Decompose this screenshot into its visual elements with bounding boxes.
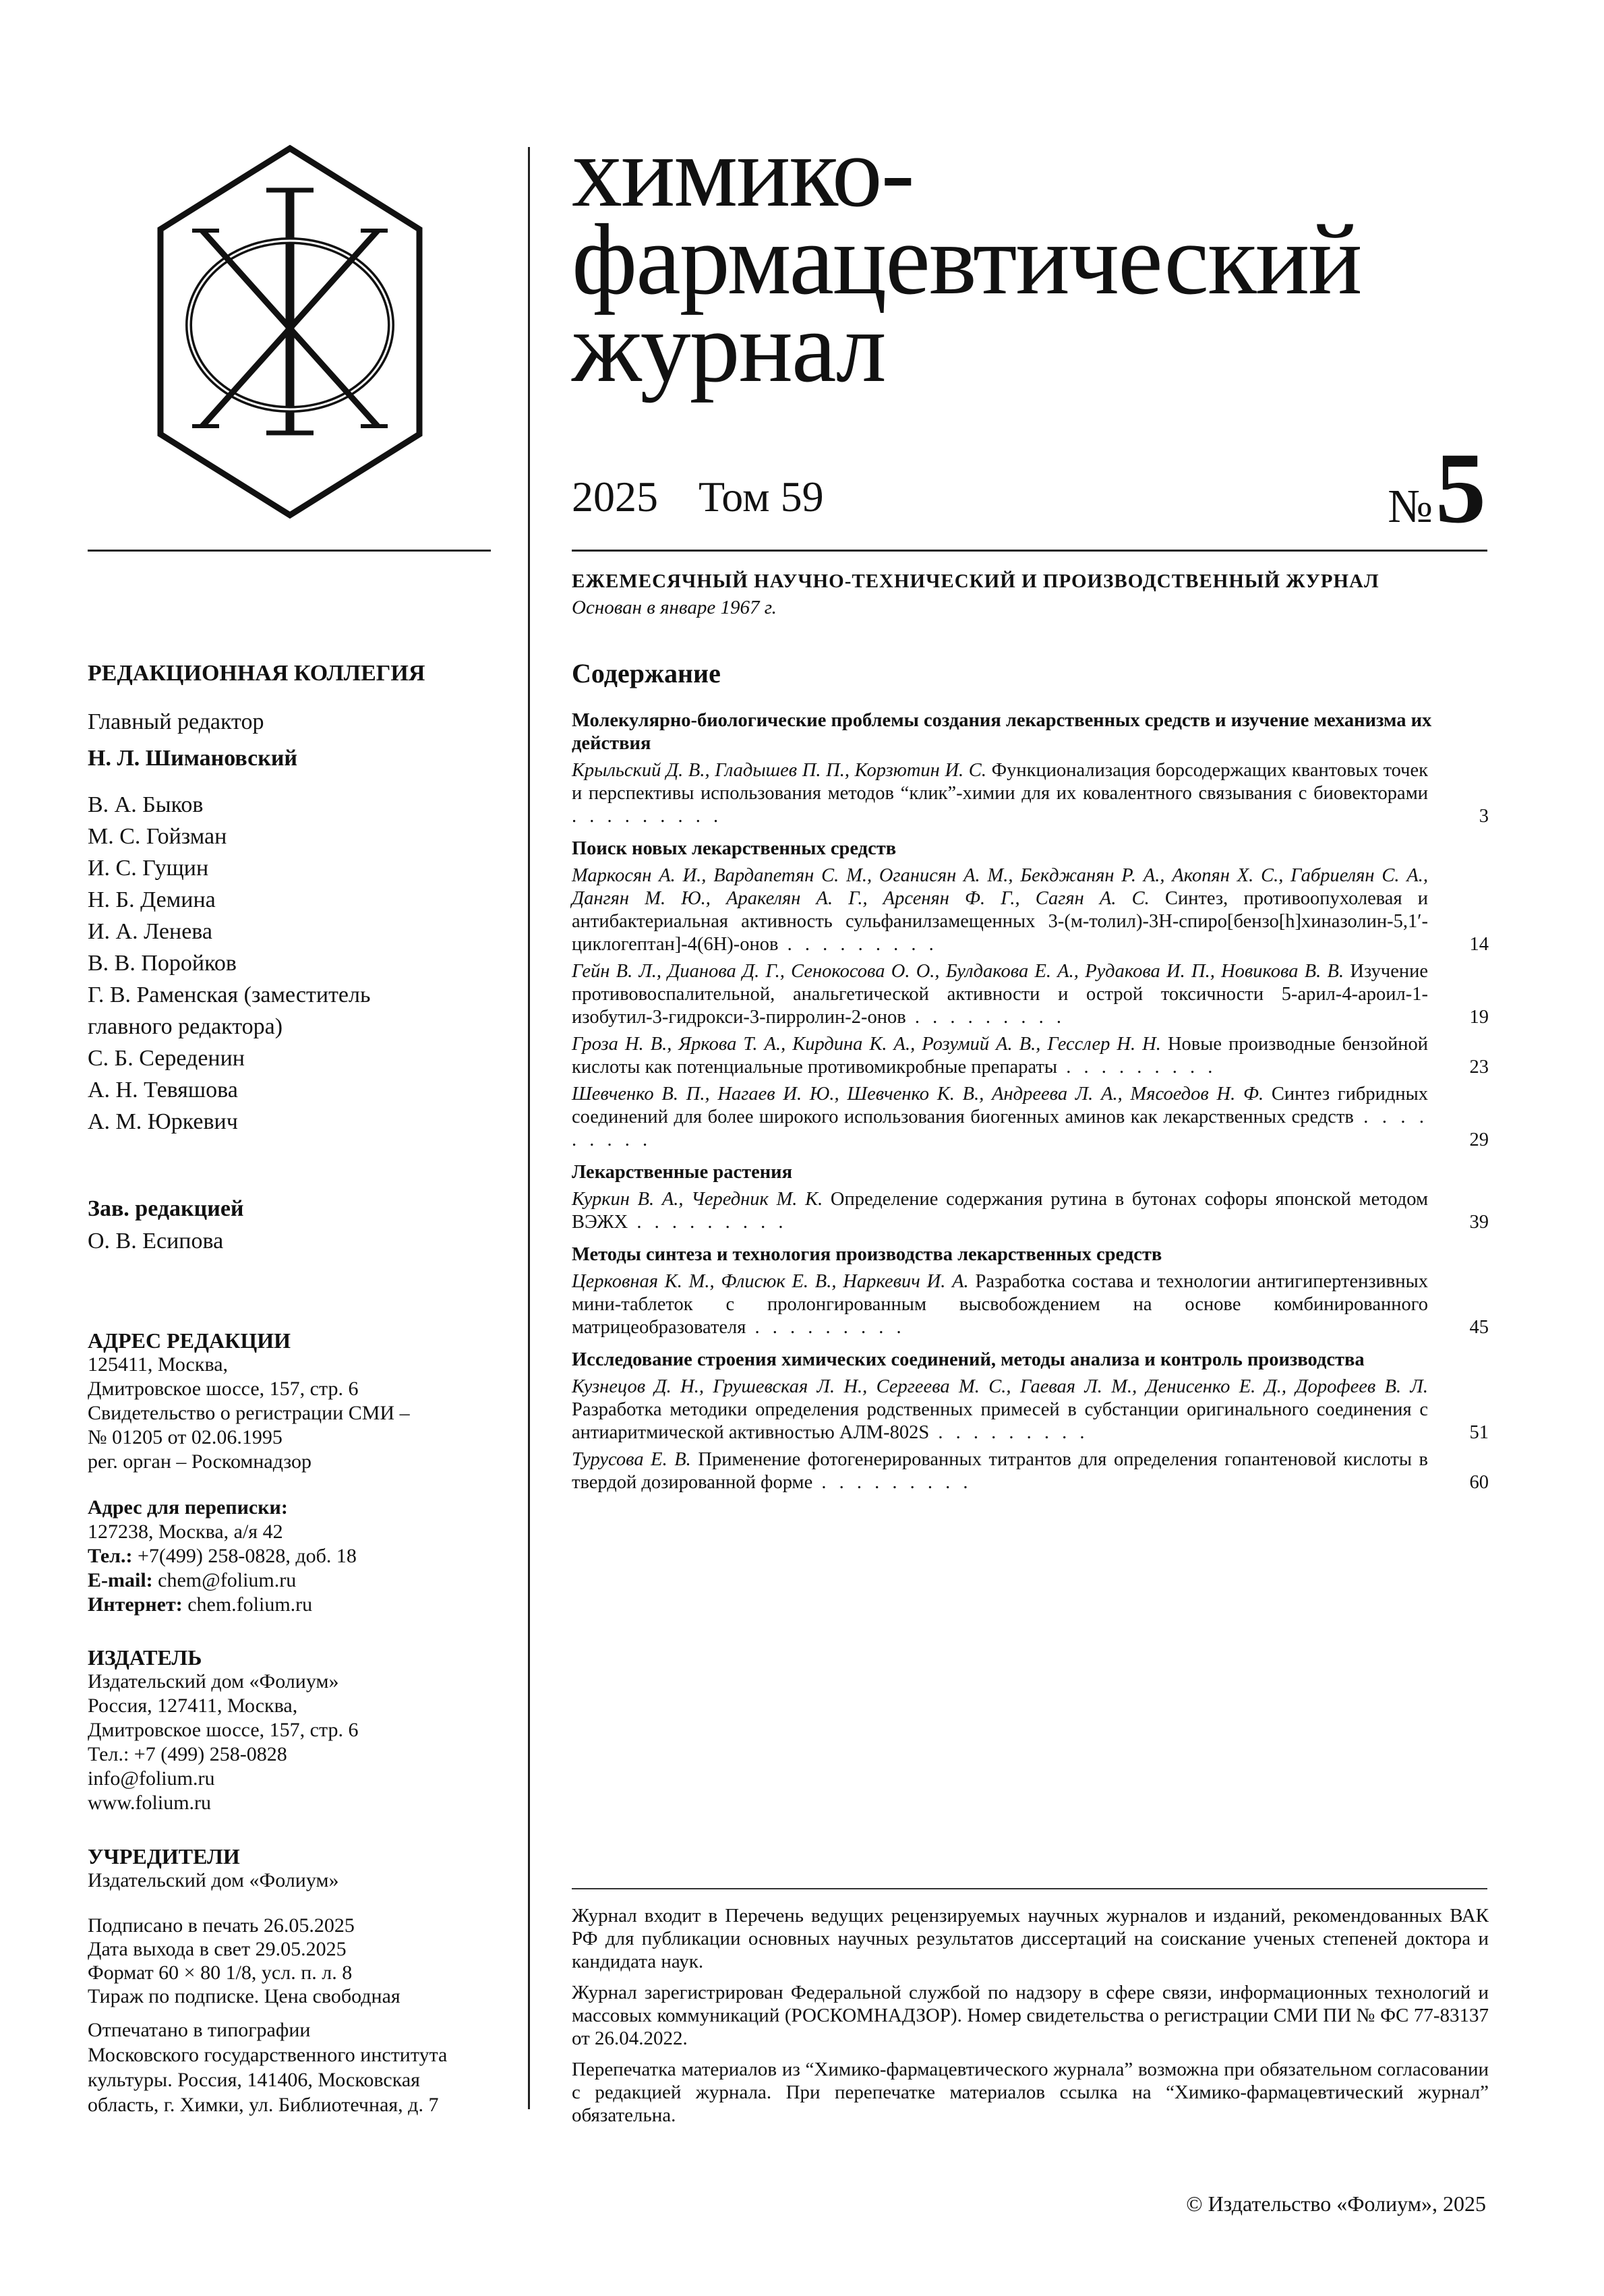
publisher-title: ИЗДАТЕЛЬ [88, 1645, 202, 1670]
toc-authors: Гроза Н. В., Яркова Т. А., Кирдина К. А., Розумий А. В., Гесслер Н. Н. [572, 1034, 1161, 1055]
print-line: Подписано в печать 26.05.2025 [88, 1914, 355, 1937]
toc-entry[interactable] [572, 1376, 1489, 1444]
board-title: РЕДАКЦИОННАЯ КОЛЛЕГИЯ [88, 661, 425, 686]
board-member: М. С. Гойзман [88, 824, 227, 849]
title-line-2: фармацевтический [572, 204, 1361, 316]
address-line: Дмитровское шоссе, 157, стр. 6 [88, 1378, 359, 1400]
title-line-1: химико- [572, 116, 914, 228]
toc-leader: . . . . . . . . . [1057, 1057, 1217, 1078]
toc-page-number: 14 [1469, 934, 1489, 955]
toc-entry[interactable] [572, 960, 1489, 1029]
correspondence-address: 127238, Москва, а/я 42 [88, 1521, 283, 1543]
print-info [88, 1914, 506, 2008]
toc-page-number: 19 [1469, 1007, 1489, 1028]
web-label: Интернет: [88, 1593, 183, 1616]
print-line: Тираж по подписке. Цена свободная [88, 1985, 400, 2007]
chief-editor-name: Н. Л. Шимановский [88, 746, 298, 771]
toc-article-title: Изучение противовоспалительной, анальгетической активности и острой токсичности 5-арил-4-ароил-1-изобутил-3-гидрокси-3-пирролин-2-онов [572, 961, 1429, 1028]
toc-page-number: 23 [1469, 1057, 1489, 1078]
column-divider [528, 147, 530, 2109]
board-member: В. В. Поройков [88, 951, 237, 976]
typography-line: Московского государственного института [88, 2044, 448, 2066]
notes [572, 1904, 1489, 2135]
founders-block [88, 1844, 506, 1893]
toc-authors: Куркин В. А., Чередник М. К. [572, 1189, 823, 1210]
toc-authors: Крыльский Д. В., Гладышев П. П., Корзютин И. С. [572, 760, 986, 781]
board-member: Г. В. Раменская (заместитель [88, 982, 371, 1007]
toc-section-title: Молекулярно-биологические проблемы создания лекарственных средств и изучение механизма их действия [572, 710, 1432, 754]
correspondence-block [88, 1496, 506, 1617]
toc-section-title: Поиск новых лекарственных средств [572, 838, 897, 859]
title-line-3: журнал [572, 291, 885, 403]
issue-prefix: № [1388, 481, 1433, 533]
publisher-line: Дмитровское шоссе, 157, стр. 6 [88, 1719, 359, 1741]
toc-page-number: 39 [1469, 1212, 1489, 1233]
journal-subtitle: ЕЖЕМЕСЯЧНЫЙ НАУЧНО-ТЕХНИЧЕСКИЙ И ПРОИЗВОДСТВЕННЫЙ ЖУРНАЛ [572, 570, 1379, 592]
address-line: Свидетельство о регистрации СМИ – [88, 1402, 410, 1424]
year-volume [572, 472, 864, 522]
toc-leader: . . . . . . . . . [778, 934, 938, 955]
toc-leader: . . . . . . . . . [572, 806, 723, 827]
toc-article-title: Разработка состава и технологии антигипертензивных мини-таблеток с пролонгированным высвобождением на основе комбинированного матрицеобразователя [572, 1271, 1428, 1338]
chief-editor-label: Главный редактор [88, 709, 264, 734]
publisher-line: info@folium.ru [88, 1767, 215, 1790]
board-member: А. М. Юркевич [88, 1109, 238, 1134]
address-line: рег. орган – Роскомнадзор [88, 1450, 312, 1473]
web-link[interactable]: chem.folium.ru [187, 1593, 313, 1616]
toc-page-number: 60 [1469, 1472, 1489, 1493]
founders-line: Издательский дом «Фолиум» [88, 1869, 339, 1891]
toc-authors: Турусова Е. В. [572, 1449, 691, 1470]
toc-page-number: 3 [1479, 806, 1489, 827]
toc-leader: . . . . . . . . . [905, 1007, 1065, 1028]
typography-line: область, г. Химки, ул. Библиотечная, д. 7 [88, 2094, 439, 2116]
toc-entry[interactable] [572, 1188, 1489, 1234]
toc-authors: Церковная К. М., Флисюк Е. В., Наркевич И. А. [572, 1271, 969, 1292]
typography-line: Отпечатано в типографии [88, 2019, 311, 2041]
toc-authors: Гейн В. Л., Дианова Д. Г., Сенокосова О. О., Булдакова Е. А., Рудакова И. П., Новикова В. В. [572, 961, 1344, 982]
year: 2025 [572, 473, 658, 521]
toc-entry[interactable] [572, 1448, 1489, 1494]
toc-leader: . . . . . . . . . [812, 1472, 972, 1493]
print-line: Формат 60 × 80 1/8, усл. п. л. 8 [88, 1962, 353, 1984]
editorial-address [88, 1328, 506, 1474]
publisher-line: www.folium.ru [88, 1792, 212, 1814]
toc-section-title: Исследование строения химических соединений, методы анализа и контроль производства [572, 1349, 1365, 1370]
divider-notes [572, 1888, 1487, 1889]
head-name: О. В. Есипова [88, 1229, 224, 1254]
issue-number [1388, 430, 1486, 546]
publisher-line: Россия, 127411, Москва, [88, 1695, 298, 1717]
toc-page-number: 29 [1469, 1129, 1489, 1150]
publisher-line: Тел.: +7 (499) 258-0828 [88, 1743, 287, 1765]
board-member: С. Б. Середенин [88, 1046, 245, 1071]
board-members [88, 789, 506, 1138]
typography-line: культуры. Россия, 141406, Московская [88, 2069, 420, 2091]
divider-left [88, 550, 491, 552]
volume: Том 59 [699, 473, 824, 521]
journal-title [572, 116, 1516, 403]
toc-section-title: Методы синтеза и технология производства лекарственных средств [572, 1244, 1162, 1265]
publisher-block [88, 1645, 506, 1815]
note-paragraph: Журнал зарегистрирован Федеральной службой по надзору в сфере связи, информационных технологий и массовых коммуникаций (РОСКОМНАДЗОР). Номер свидетельства о регистрации СМИ ПИ № ФС 77-83137 от 26.04.2022. [572, 1982, 1489, 2049]
toc-authors: Шевченко В. П., Нагаев И. Ю., Шевченко К. В., Андреева Л. А., Мясоедов Н. Ф. [572, 1084, 1264, 1105]
toc-leader: . . . . . . . . . [746, 1317, 905, 1338]
typography-info [88, 2018, 506, 2117]
toc-article-title: Синтез, противоопухолевая и антибактериальная активность сульфанилзамещенных 3-(м-толил)-3Н-спиро[бензо[h]хиназолин-5,1′-циклогептан]-4(6Н)-онов [572, 888, 1428, 955]
publisher-line: Издательский дом «Фолиум» [88, 1670, 339, 1692]
toc-page-number: 51 [1469, 1422, 1489, 1443]
board-member: главного редактора) [88, 1014, 283, 1039]
toc-entry[interactable] [572, 759, 1489, 828]
contents-title: Содержание [572, 658, 721, 688]
toc-leader: . . . . . . . . . [628, 1212, 788, 1233]
toc-article-title: Синтез гибридных соединений для более широкого использования биогенных аминов как лекарственных средств [572, 1084, 1429, 1127]
toc-article-title: Разработка методики определения родственных примесей в субстанции оригинального соединения с антиаритмической активностью АЛМ-802S [572, 1399, 1428, 1443]
toc-entry[interactable] [572, 1033, 1489, 1079]
founders-title: УЧРЕДИТЕЛИ [88, 1844, 240, 1868]
toc-entry[interactable] [572, 1083, 1489, 1152]
issue-value: 5 [1435, 432, 1486, 544]
head-label: Зав. редакцией [88, 1196, 244, 1221]
board-member: В. А. Быков [88, 792, 204, 817]
toc-entry[interactable] [572, 1270, 1489, 1339]
toc-article-title: Новые производные бензойной кислоты как потенциальные противомикробные препараты [572, 1034, 1428, 1078]
phone-label: Тел.: [88, 1545, 133, 1567]
toc-article-title: Определение содержания рутина в бутонах софоры японской методом ВЭЖХ [572, 1189, 1429, 1233]
note-paragraph: Журнал входит в Перечень ведущих рецензируемых научных журналов и изданий, рекомендованных ВАК РФ для публикации основных научных результатов диссертаций на соискание ученых степеней доктора и кандидата наук. [572, 1905, 1489, 1972]
note-paragraph: Перепечатка материалов из “Химико-фармацевтического журнала” возможна при обязательном согласовании с редакцией журнала. При перепечатке материалов ссылка на “Химико-фармацевтический журнал” обязательна. [572, 2059, 1489, 2126]
divider-right [572, 550, 1487, 552]
phone: +7(499) 258-0828, доб. 18 [138, 1545, 357, 1567]
toc-entry[interactable] [572, 864, 1489, 956]
toc-article-title: Применение фотогенерированных титрантов для определения гопантеновой кислоты в твердой дозированной форме [572, 1449, 1429, 1493]
toc-section-title: Лекарственные растения [572, 1162, 792, 1183]
address-line: № 01205 от 02.06.1995 [88, 1426, 283, 1448]
board-member: И. С. Гущин [88, 856, 209, 881]
toc-page-number: 45 [1469, 1317, 1489, 1338]
toc-authors: Кузнецов Д. Н., Грушевская Л. Н., Сергеева М. С., Гаевая Л. М., Денисенко Е. Д., Дорофеев В. Л. [572, 1376, 1428, 1397]
toc-leader: . . . . . . . . . [929, 1422, 1089, 1443]
address-title: АДРЕС РЕДАКЦИИ [88, 1328, 291, 1353]
print-line: Дата выхода в свет 29.05.2025 [88, 1938, 347, 1960]
board-member: Н. Б. Демина [88, 887, 216, 912]
founded-date: Основан в январе 1967 г. [572, 597, 777, 618]
copyright: © Издательство «Фолиум», 2025 [1186, 2191, 1486, 2216]
toc-authors: Маркосян А. И., Вардапетян С. М., Оганисян А. М., Бекджанян Р. А., Акопян Х. С., Габриелян С. А., Дангян М. Ю., Аракелян А. Г., Арсенян Ф. Г., Сагян А. С. [572, 865, 1428, 909]
toc-leader: . . . . . . . . . [572, 1107, 1428, 1150]
address-line: 125411, Москва, [88, 1353, 229, 1376]
email-link[interactable]: chem@folium.ru [158, 1569, 297, 1591]
board-member: И. А. Ленева [88, 919, 213, 944]
toc-article-title: Функционализация борсодержащих квантовых точек и перспективы использования методов “клик”-химии для их ковалентного связывания с биовекторами [572, 760, 1429, 804]
board-member: А. Н. Тевяшова [88, 1078, 238, 1102]
email-label: E-mail: [88, 1569, 153, 1591]
correspondence-title: Адрес для переписки: [88, 1496, 288, 1519]
table-of-contents [572, 709, 1489, 1494]
journal-logo [155, 143, 425, 521]
